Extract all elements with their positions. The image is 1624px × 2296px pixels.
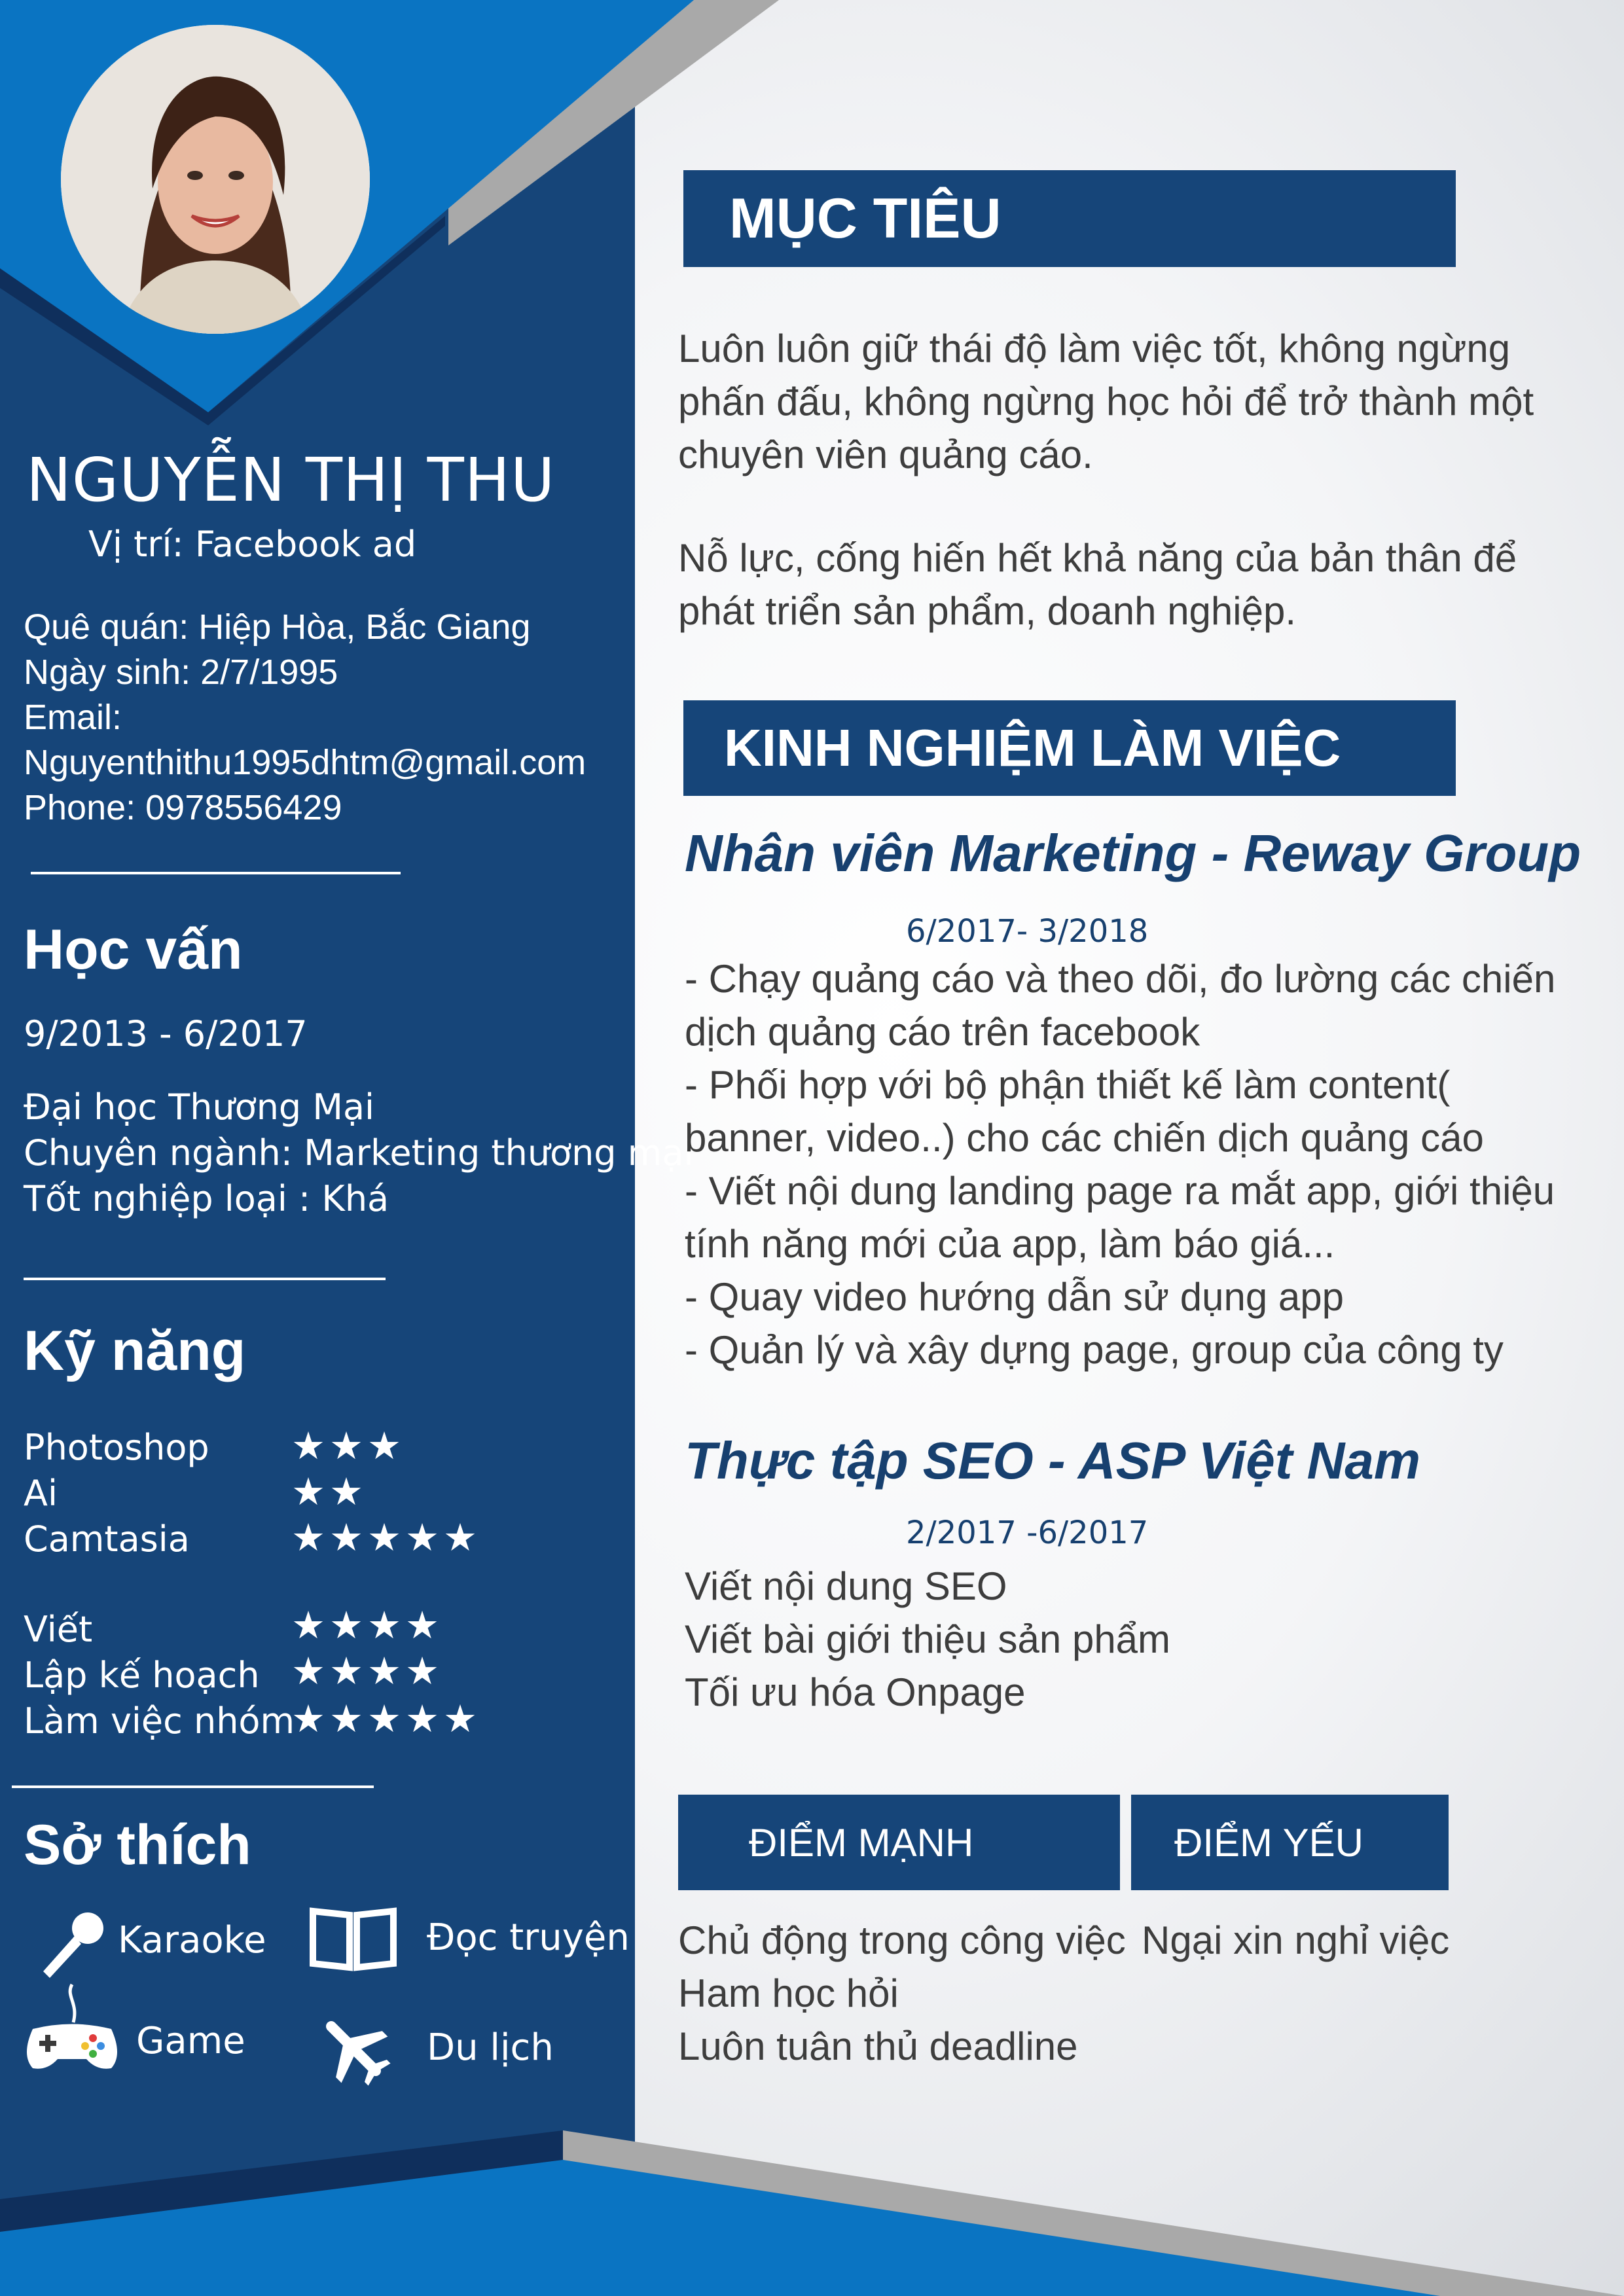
job-description [685, 1560, 1170, 1719]
skill-label: Lập kế hoạch [24, 1655, 260, 1696]
gamepad-icon [20, 1983, 124, 2078]
hobby-label: Game [136, 2020, 245, 2062]
hobby-label: Đọc truyện [427, 1916, 630, 1959]
full-name: NGUYỄN THỊ THU [26, 445, 556, 515]
strengths-list [678, 1914, 1126, 2073]
strength-item: Ham học hỏi [678, 1971, 899, 2015]
job-line: - Chạy quảng cáo và theo dõi, đo lường các chiến [685, 957, 1556, 1001]
job-line: Tối ưu hóa Onpage [685, 1670, 1026, 1714]
job-line: Viết nội dung SEO [685, 1564, 1007, 1608]
position: Vị trí: Facebook ad [88, 524, 417, 565]
objective-line: phát triển sản phẩm, doanh nghiệp. [678, 589, 1297, 633]
education-school: Đại học Thương Mại [24, 1086, 375, 1128]
job-title: Nhân viên Marketing - Reway Group [685, 824, 1581, 882]
strength-item: Luôn tuân thủ deadline [678, 2024, 1078, 2068]
skill-stars: ★★ [291, 1471, 367, 1513]
job-line: - Quản lý và xây dựng page, group của công ty [685, 1328, 1504, 1372]
skill-stars: ★★★ [291, 1425, 405, 1467]
objective-line: Luôn luôn giữ thái độ làm việc tốt, không ngừng [678, 327, 1511, 370]
skill-label: Camtasia [24, 1518, 190, 1560]
job-description [685, 952, 1555, 1376]
education-title: Học vấn [24, 918, 243, 981]
job-date: 2/2017 -6/2017 [906, 1515, 1149, 1551]
job-line: banner, video..) cho các chiến dịch quảng cáo [685, 1116, 1484, 1160]
profile-photo [61, 25, 370, 334]
email: Nguyenthithu1995dhtm@gmail.com [24, 743, 586, 782]
skill-stars: ★★★★ [291, 1650, 443, 1693]
job-date: 6/2017- 3/2018 [906, 913, 1149, 950]
job-line: dịch quảng cáo trên facebook [685, 1010, 1200, 1054]
email-label: Email: [24, 698, 122, 737]
phone: Phone: 0978556429 [24, 788, 342, 827]
job-line: tính năng mới của app, làm báo giá... [685, 1222, 1335, 1266]
objective-line: Nỗ lực, cống hiến hết khả năng của bản thân để [678, 536, 1517, 580]
skill-label: Photoshop [24, 1427, 209, 1468]
education-major: Chuyên ngành: Marketing thương mại [24, 1132, 694, 1174]
objective-title: MỤC TIÊU [729, 187, 1001, 250]
objective-paragraph-2 [678, 531, 1517, 637]
strengths-banner [678, 1795, 1120, 1890]
experience-banner [683, 700, 1456, 796]
weakness-item: Ngại xin nghỉ việc [1142, 1918, 1450, 1962]
objective-banner [683, 170, 1456, 267]
job-line: - Phối hợp với bộ phận thiết kế làm content( [685, 1063, 1451, 1107]
skill-stars: ★★★★ [291, 1604, 443, 1647]
education-grade: Tốt nghiệp loại : Khá [24, 1178, 389, 1219]
microphone-icon [41, 1910, 106, 1985]
hometown: Quê quán: Hiệp Hòa, Bắc Giang [24, 607, 531, 647]
strengths-title: ĐIỂM MẠNH [749, 1820, 974, 1865]
job-line: - Quay video hướng dẫn sử dụng app [685, 1275, 1344, 1319]
weaknesses-list [1142, 1914, 1449, 1967]
weaknesses-banner [1131, 1795, 1449, 1890]
objective-paragraph-1 [678, 322, 1534, 481]
divider [31, 872, 401, 874]
hobbies-title: Sở thích [24, 1814, 251, 1876]
strength-item: Chủ động trong công việc [678, 1918, 1126, 1962]
experience-title: KINH NGHIỆM LÀM VIỆC [724, 719, 1341, 777]
skills-title: Kỹ năng [24, 1319, 246, 1382]
education-period: 9/2013 - 6/2017 [24, 1013, 308, 1054]
hobby-label: Karaoke [118, 1919, 266, 1962]
airplane-icon [314, 2009, 393, 2091]
objective-line: chuyên viên quảng cáo. [678, 433, 1093, 476]
book-icon [309, 1906, 397, 1975]
skill-stars: ★★★★★ [291, 1698, 481, 1740]
divider [24, 1278, 386, 1280]
skill-label: Viết [24, 1609, 93, 1650]
weaknesses-title: ĐIỂM YẾU [1174, 1820, 1363, 1865]
job-line: - Viết nội dung landing page ra mắt app, giới thiệu [685, 1169, 1555, 1213]
hobby-label: Du lịch [427, 2026, 554, 2069]
job-line: Viết bài giới thiệu sản phẩm [685, 1617, 1171, 1661]
birthday: Ngày sinh: 2/7/1995 [24, 653, 338, 692]
skill-label: Ai [24, 1473, 58, 1514]
objective-line: phấn đấu, không ngừng học hỏi để trở thành một [678, 380, 1534, 423]
job-title: Thực tập SEO - ASP Việt Nam [685, 1431, 1420, 1490]
skill-label: Làm việc nhóm [24, 1700, 295, 1742]
divider [12, 1785, 374, 1788]
avatar [61, 25, 370, 334]
skill-stars: ★★★★★ [291, 1516, 481, 1559]
